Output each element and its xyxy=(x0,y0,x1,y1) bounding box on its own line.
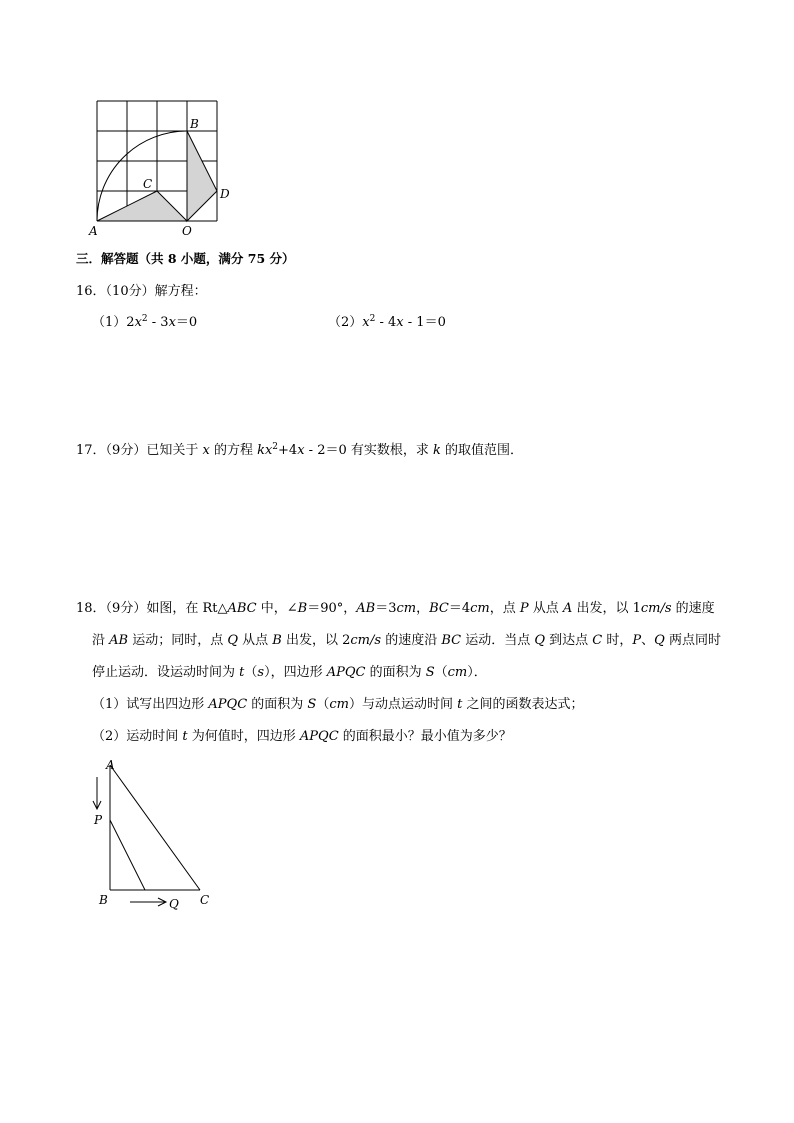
question-16 xyxy=(76,284,207,300)
label-o: O xyxy=(182,224,192,238)
label-c: C xyxy=(143,177,153,191)
q16-score: （10分） xyxy=(105,284,155,299)
label-q: Q xyxy=(169,897,179,911)
question-18-sub1: （1）试写出四边形 APQC 的面积为 S（cm）与动点运动时间 t 之间的函数表达式； xyxy=(92,697,584,712)
segment-pq xyxy=(110,820,145,890)
label-a: A xyxy=(106,758,115,772)
label-b: B xyxy=(190,117,199,131)
question-17: 17．（9分）已知关于 x 的方程 $kx^2+4x - 2=0$ 有实数根，求 k 的取值范围． xyxy=(76,442,524,458)
q16-stem: 解方程： xyxy=(154,284,207,299)
label-a: A xyxy=(89,224,98,238)
arrow-right-icon xyxy=(130,898,166,906)
figure-right-triangle xyxy=(85,755,225,915)
section-title: 三．解答题（共 8 小题，满分 75 分） xyxy=(76,251,295,266)
label-c: C xyxy=(200,893,210,907)
shaded-triangle-aoc xyxy=(97,191,187,221)
label-d: D xyxy=(220,187,230,201)
label-p: P xyxy=(94,813,103,827)
question-18-line1: 18．（9分）如图，在 Rt△ABC 中，∠B＝90°，AB＝3cm，BC＝4cm，点 P 从点 A 出发，以 1cm/s 的速度 xyxy=(76,601,715,616)
question-18-line2: 沿 AB 运动；同时，点 Q 从点 B 出发，以 2cm/s 的速度沿 BC 运动．当点 Q 到达点 C 时，P、Q 两点同时 xyxy=(92,633,721,648)
figure-grid-quarter-circle xyxy=(85,95,245,240)
question-18-sub2: （2）运动时间 t 为何值时，四边形 APQC 的面积最小？最小值为多少？ xyxy=(92,729,512,744)
side-ac xyxy=(110,765,200,890)
question-18-line3: 停止运动．设运动时间为 t（s），四边形 APQC 的面积为 S（cm）． xyxy=(92,665,487,680)
arrow-down-icon xyxy=(93,777,101,809)
q16-part1: $(1)2x^2 - 3x=0$ xyxy=(92,314,198,330)
q16-number: 16． xyxy=(76,284,106,299)
label-b: B xyxy=(99,893,108,907)
shaded-triangle-obd xyxy=(187,131,217,221)
q16-part2: $(2)x^2 - 4x - 1=0$ xyxy=(328,314,446,330)
